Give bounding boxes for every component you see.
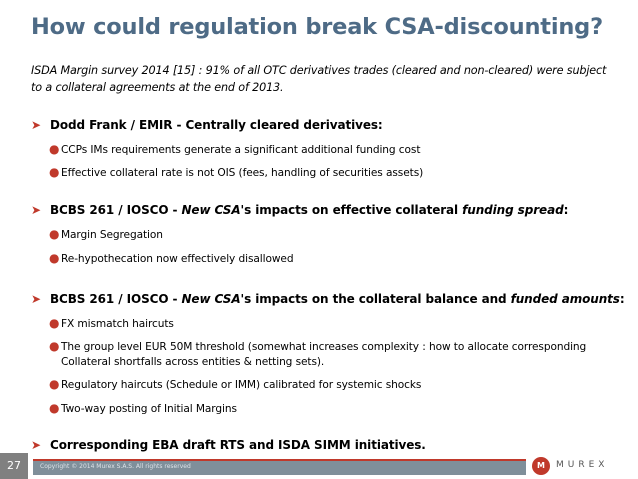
murex-logo-icon: M (532, 457, 550, 475)
heading-text: 's impacts on effective collateral (240, 203, 463, 217)
bullet-text: FX mismatch haircuts (61, 318, 174, 330)
slide-footer (0, 453, 638, 479)
arrow-bullet-icon: ➤ (31, 292, 41, 306)
section-heading-bcbs-balance (31, 292, 625, 306)
bullet-icon: ● (49, 251, 60, 265)
page-number: 27 (0, 453, 28, 479)
bullet-text: CCPs IMs requirements generate a significant additional funding cost (61, 144, 421, 156)
bullet-text: Regulatory haircuts (Schedule or IMM) calibrated for systemic shocks (61, 379, 422, 391)
bullet-text: Margin Segregation (61, 229, 163, 241)
heading-emphasis: funded amounts (510, 292, 620, 306)
bullet-icon: ● (49, 401, 60, 415)
heading-text: : (563, 203, 569, 217)
bullet-text: Effective collateral rate is not OIS (fees, handling of securities assets) (61, 167, 424, 179)
arrow-bullet-icon: ➤ (31, 118, 41, 132)
bullet-icon: ● (49, 227, 60, 241)
bullet-icon: ● (49, 316, 60, 330)
arrow-bullet-icon: ➤ (31, 203, 41, 217)
list-item (49, 228, 619, 243)
heading-text: 's impacts on the collateral balance and (240, 292, 511, 306)
heading-text: BCBS 261 / IOSCO - (50, 292, 182, 306)
bullet-icon: ● (49, 165, 60, 179)
list-item (49, 340, 619, 370)
section-heading-dodd-frank (31, 118, 383, 132)
heading-emphasis: funding spread (462, 203, 564, 217)
murex-logo-text: MUREX (556, 460, 609, 470)
heading-text: Dodd Frank / EMIR - Centrally cleared derivatives: (50, 118, 383, 132)
heading-text: Corresponding EBA draft RTS and ISDA SIMM initiatives. (50, 438, 426, 452)
heading-text: BCBS 261 / IOSCO - (50, 203, 182, 217)
heading-emphasis: New CSA (181, 292, 241, 306)
heading-text: : (619, 292, 625, 306)
arrow-bullet-icon: ➤ (31, 438, 41, 452)
section-heading-eba-isda (31, 438, 426, 452)
intro-text: ISDA Margin survey 2014 [15] : 91% of all OTC derivatives trades (cleared and non-cleared) were subject to a collateral agreements at the end of 2013. (31, 64, 607, 94)
bullet-icon: ● (49, 377, 60, 391)
list-item (49, 317, 619, 332)
list-item (49, 252, 619, 267)
slide-title: How could regulation break CSA-discounting? (31, 14, 603, 40)
bullet-icon: ● (49, 142, 60, 156)
section-heading-bcbs-funding (31, 203, 568, 217)
list-item (49, 143, 619, 158)
bullet-text: The group level EUR 50M threshold (somewhat increases complexity : how to allocate corresponding Collateral shortfalls across entities & netting sets). (61, 341, 587, 368)
bullet-text: Two-way posting of Initial Margins (61, 403, 237, 415)
list-item (49, 378, 619, 393)
heading-emphasis: New CSA (181, 203, 241, 217)
bullet-icon: ● (49, 339, 60, 353)
bullet-text: Re-hypothecation now effectively disallowed (61, 253, 294, 265)
list-item (49, 402, 619, 417)
copyright-text: Copyright © 2014 Murex S.A.S. All rights reserved (40, 463, 191, 470)
list-item (49, 166, 619, 181)
